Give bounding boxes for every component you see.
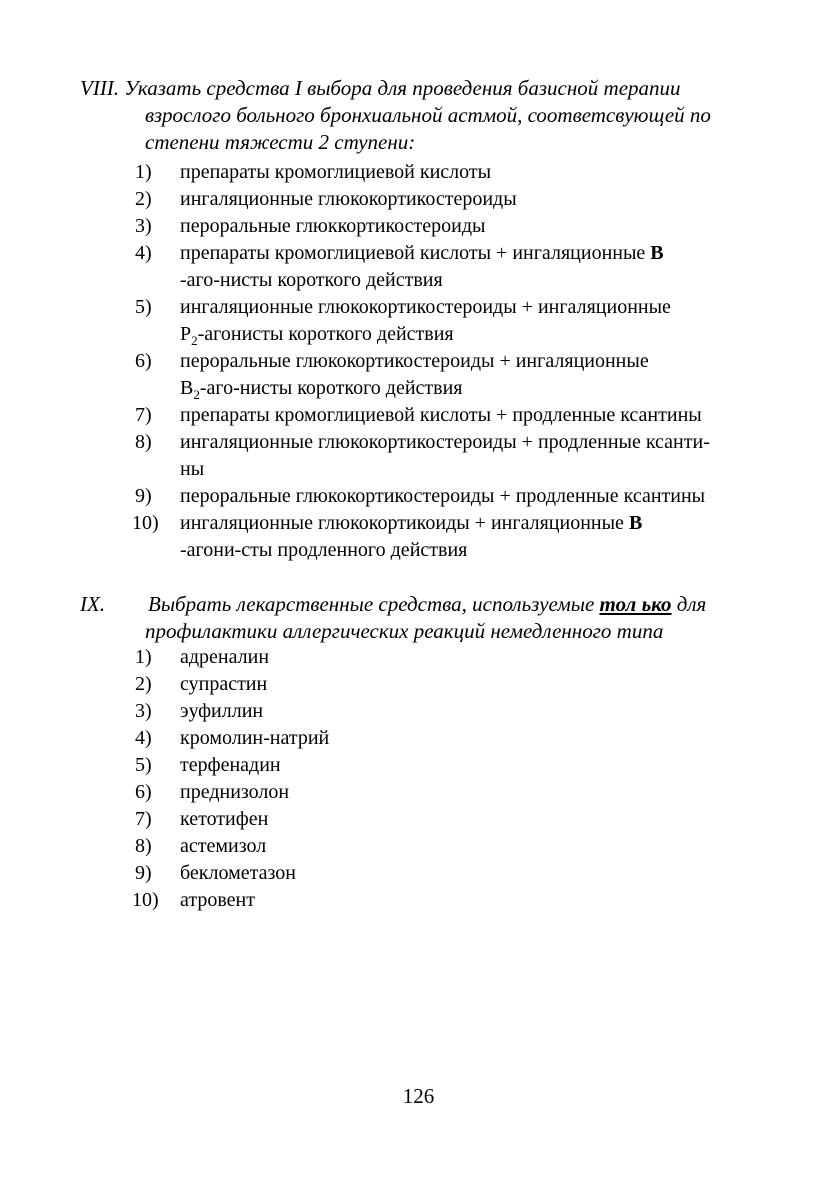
page-number: 126: [402, 1084, 435, 1108]
option-text: ингаляционные глюкокортикостероиды + ингаляционные: [180, 296, 671, 318]
option-subscript: 2: [193, 387, 200, 402]
list-item: [135, 348, 767, 402]
list-item: [135, 429, 767, 483]
question-8-line-2: взрослого больного бронхиальной астмой, соответсвующей по: [145, 103, 711, 127]
beta-symbol: В: [628, 512, 643, 534]
option-number: 9): [135, 485, 152, 507]
option-number: 5): [135, 296, 152, 318]
list-item: [135, 860, 767, 887]
option-text: эуфиллин: [180, 700, 264, 722]
question-9-number: IX.: [80, 592, 106, 616]
option-text: препараты кромоглициевой кислоты + продленные ксантины: [180, 404, 702, 426]
list-item: [132, 887, 767, 914]
list-item: [135, 483, 767, 510]
option-text: атровент: [180, 889, 255, 911]
list-item: [135, 402, 767, 429]
option-text: ингаляционные глюкокортикостероиды + продленные ксанти-: [180, 431, 710, 453]
option-number: 1): [135, 646, 152, 668]
option-text-continued: -агонисты короткого действия: [197, 323, 454, 345]
option-text: астемизол: [180, 835, 267, 857]
question-8-heading: [80, 75, 765, 156]
option-number: 7): [135, 808, 152, 830]
option-text: препараты кромоглициевой кислоты + ингаляционные: [180, 242, 651, 264]
option-number: 10): [132, 512, 159, 534]
option-number: 4): [135, 242, 152, 264]
option-text: терфенадин: [180, 754, 281, 776]
list-item: [135, 725, 767, 752]
question-9-options: [132, 644, 767, 914]
option-text: препараты кромоглициевой кислоты: [180, 161, 492, 183]
list-item: [135, 294, 767, 348]
list-item: [135, 240, 767, 294]
option-text-continued: -аго-нисты короткого действия: [199, 377, 463, 399]
list-item: [132, 510, 767, 564]
option-text: пероральные глюкокортикостероиды + продленные ксантины: [180, 485, 706, 507]
option-subscript: 2: [191, 333, 198, 348]
option-number: 10): [132, 889, 159, 911]
option-number: 3): [135, 700, 152, 722]
option-text: кромолин-натрий: [180, 727, 330, 749]
option-number: 2): [135, 188, 152, 210]
option-number: 3): [135, 215, 152, 237]
option-number: 6): [135, 350, 152, 372]
option-number: 1): [135, 161, 152, 183]
list-item: [135, 186, 767, 213]
list-item: [135, 806, 767, 833]
option-number: 8): [135, 835, 152, 857]
option-text: преднизолон: [180, 781, 290, 803]
option-text-continued: -аго-нисты короткого действия: [180, 269, 443, 291]
option-text: ингаляционные глюкокортикоиды + ингаляционные: [180, 512, 629, 534]
option-text: пероральные глюккортикостероиды: [180, 215, 486, 237]
option-text-continued: ны: [180, 458, 205, 480]
question-8-line-1: VIII. Указать средства I выбора для проведения базисной терапии: [80, 76, 681, 100]
list-item: [135, 698, 767, 725]
question-8-line-3: степени тяжести 2 ступени:: [145, 130, 416, 154]
question-9-line-2: профилактики аллергических реакций немедленного типа: [145, 619, 664, 643]
option-number: 4): [135, 727, 152, 749]
list-item: [135, 752, 767, 779]
option-text-continued: -агони-сты продленного действия: [180, 539, 468, 561]
option-number: 7): [135, 404, 152, 426]
option-text: беклометазон: [180, 862, 296, 884]
list-item: [135, 833, 767, 860]
question-9-heading: [80, 591, 765, 645]
question-8-number: VIII.: [80, 76, 120, 100]
list-item: [135, 159, 767, 186]
option-text: адреналин: [180, 646, 270, 668]
option-number: 6): [135, 781, 152, 803]
option-number: 8): [135, 431, 152, 453]
option-text: супрастин: [180, 673, 268, 695]
list-item: [135, 779, 767, 806]
option-text: пероральные глюкокортикостероиды + ингаляционные: [180, 350, 649, 372]
option-prefix: Р: [180, 323, 192, 345]
option-text: кетотифен: [180, 808, 269, 830]
question-9-line-1: Выбрать лекарственные средства, используемые тол ько для: [148, 592, 707, 616]
list-item: [135, 671, 767, 698]
question-8-options: [132, 159, 767, 564]
option-prefix: В: [180, 377, 194, 399]
beta-symbol: В: [650, 242, 664, 264]
option-number: 2): [135, 673, 152, 695]
option-number: 5): [135, 754, 152, 776]
list-item: [135, 644, 767, 671]
list-item: [135, 213, 767, 240]
option-text: ингаляционные глюкокортикостероиды: [180, 188, 517, 210]
option-number: 9): [135, 862, 152, 884]
emphasis-only: тол ько: [599, 592, 672, 616]
